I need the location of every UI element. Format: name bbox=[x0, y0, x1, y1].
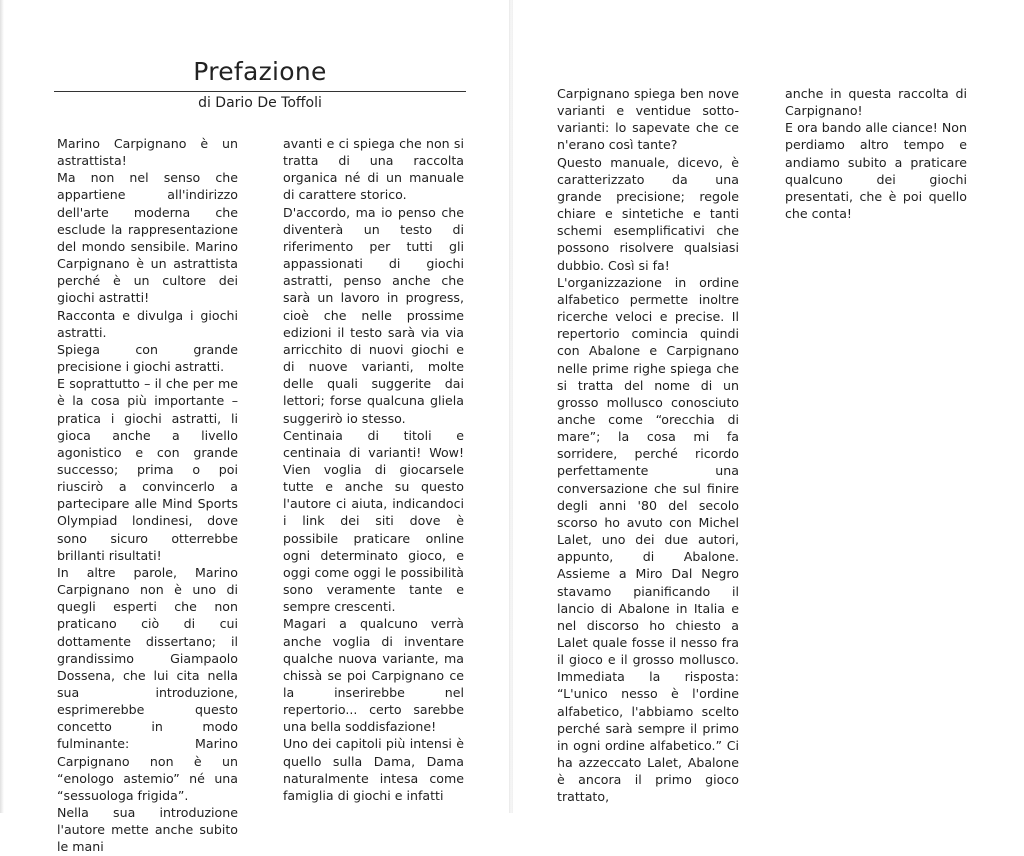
paragraph: L'organizzazione in ordine alfabetico permette inoltre ricerche veloci e precise. Il repertorio comincia quindi con Abalone e Carpignano nelle prime righe spiega che si tratta del nome di un grosso mollusco conosciuto anche come “orecchia di mare”; la cosa mi fa sorridere, perché ricordo perfettamente una conversazione che sul finire degli anni '80 del secolo scorso ho avuto con Michel Lalet, uno dei due autori, appunto, di Abalone. Assieme a Miro Dal Negro stavamo pianificando il lancio di Abalone in Italia e nel discorso ho chiesto a Lalet quale fosse il nesso fra il gioco e il grosso mollusco. Immediata la risposta: “L'unico nesso è l'ordine alfabetico, l'abbiamo scelto perché sarà sempre il primo in ogni ordine alfabetico.” Ci ha azzeccato Lalet, Abalone è ancora il primo gioco trattato, bbox=[557, 274, 739, 805]
paragraph: Questo manuale, dicevo, è caratterizzato da una grande precisione; regole chiare e sintetiche e tanti schemi esemplificativi che possono risolvere qualsiasi dubbio. Così si fa! bbox=[557, 154, 739, 273]
paragraph: avanti e ci spiega che non si tratta di una raccolta organica né di un manuale di carattere storico. bbox=[283, 136, 464, 203]
paragraph: E soprattutto – il che per me è la cosa più importante – pratica i giochi astratti, li gioca anche a livello agonistico e con grande successo; prima o poi riuscirò a convincerlo a partecipare alle Mind Sports Olympiad londinesi, dove sono sicuro otterrebbe brillanti risultati! bbox=[57, 376, 238, 563]
paragraph: Nella sua introduzione l'autore mette anche subito le mani bbox=[57, 805, 238, 855]
text-column-3 bbox=[557, 85, 739, 806]
paragraph: D'accordo, ma io penso che diventerà un testo di riferimento per tutti gli appassionati di giochi astratti, penso anche che sarà un lavoro in progress, cioè che nelle prossime edizioni il testo sarà via via arricchito di nuovi giochi e di nuove varianti, molte delle quali suggerite dai lettori; forse qualcuna gliela suggerirò io stesso. bbox=[283, 204, 464, 426]
author-subtitle: di Dario De Toffoli bbox=[198, 95, 322, 111]
paragraph: Centinaia di titoli e centinaia di varianti! Wow! Vien voglia di giocarsele tutte e anche su questo l'autore ci aiuta, indicandoci i link dei siti dove è possibile praticare online ogni determinato gioco, e oggi come oggi le possibilità sono veramente tante e sempre crescenti. bbox=[283, 427, 464, 615]
paragraph: In altre parole, Marino Carpignano non è uno di quegli esperti che non praticano ciò di cui dottamente dissertano; il grandissimo Giampaolo Dossena, che lui cita nella sua introduzione, esprimerebbe questo concetto in modo fulminante: Marino Carpignano non è un “enologo astemio” né una “sessuologa frigida”. bbox=[57, 564, 238, 803]
paragraph: Magari a qualcuno verrà anche voglia di inventare qualche nuova variante, ma chissà se poi Carpignano ce la inserirebbe nel repertorio... certo sarebbe una bella soddisfazione! bbox=[283, 616, 464, 735]
paragraph: Spiega con grande precisione i giochi astratti. bbox=[57, 341, 238, 375]
paragraph: Marino Carpignano è un astrattista! bbox=[57, 136, 238, 169]
text-column-1 bbox=[57, 135, 238, 856]
page-title: Prefazione bbox=[193, 57, 327, 86]
text-column-4 bbox=[785, 85, 967, 222]
title-rule bbox=[54, 91, 466, 92]
page-edge-shadow bbox=[0, 0, 4, 813]
paragraph: anche in questa raccolta di Carpignano! bbox=[785, 86, 967, 119]
paragraph: Racconta e divulga i giochi astratti. bbox=[57, 307, 238, 340]
paragraph: Ma non nel senso che appartiene all'indirizzo dell'arte moderna che esclude la rappresentazione del mondo sensibile. Marino Carpignano è un astrattista perché è un cultore dei giochi astratti! bbox=[57, 170, 238, 306]
paragraph: Uno dei capitoli più intensi è quello sulla Dama, Dama naturalmente intesa come famiglia di giochi e infatti bbox=[283, 736, 464, 803]
text-column-2 bbox=[283, 135, 464, 804]
paragraph: E ora bando alle ciance! Non perdiamo altro tempo e andiamo subito a praticare qualcuno dei giochi presentati, che è poi quello che conta! bbox=[785, 120, 967, 222]
left-page bbox=[0, 0, 510, 855]
paragraph: Carpignano spiega ben nove varianti e ventidue sotto-varianti: lo sapevate che ce n'erano così tante? bbox=[557, 86, 739, 153]
